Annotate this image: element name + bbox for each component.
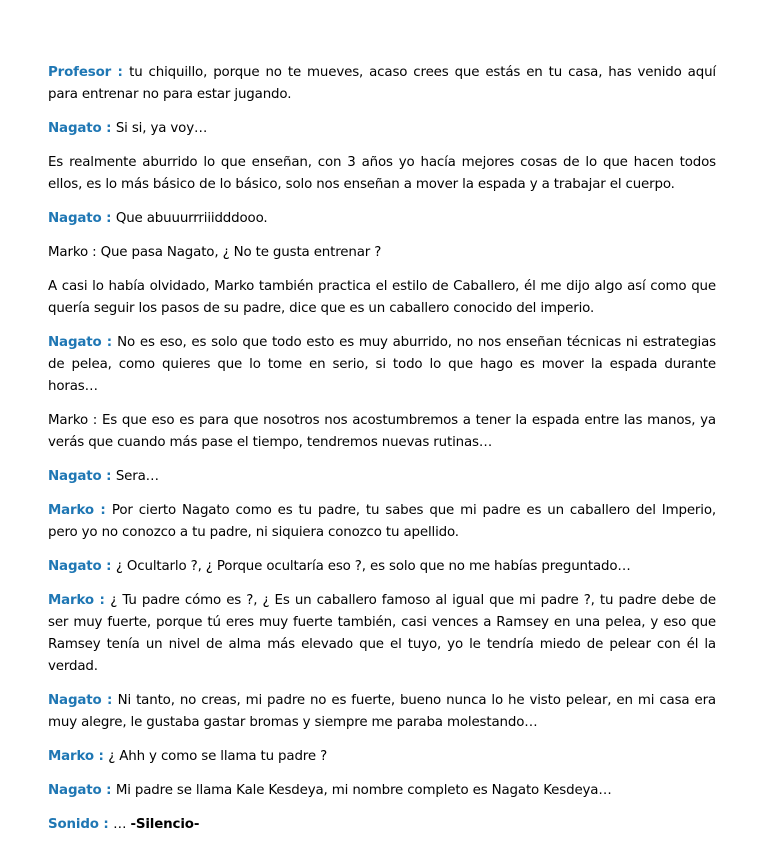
speaker-name: Marko: [48, 593, 94, 608]
speaker-separator: :: [93, 593, 111, 608]
dialogue-paragraph: [48, 410, 716, 454]
dialogue-text: Si si, ya voy…: [115, 121, 208, 136]
dialogue-paragraph: [48, 276, 716, 320]
speaker-name: Nagato: [48, 335, 102, 350]
dialogue-text: Mi padre se llama Kale Kesdeya, mi nombre completo es Nagato Kesdeya…: [115, 783, 612, 798]
speaker-separator: :: [93, 749, 109, 764]
dialogue-text: Por cierto Nagato como es tu padre, tu sabes que mi padre es un caballero del Imperio, pero yo no conozco a tu padre, ni siquiera conozco tu apellido.: [48, 503, 717, 540]
speaker-separator: :: [101, 693, 118, 708]
dialogue-paragraph: [48, 814, 716, 836]
speaker-separator: :: [111, 65, 130, 80]
dialogue-paragraph: [48, 780, 716, 802]
speaker-separator: :: [87, 245, 101, 260]
speaker-separator: :: [101, 783, 116, 798]
dialogue-text: Ni tanto, no creas, mi padre no es fuerte, bueno nunca lo he visto pelear, en mi casa era muy alegre, le gustaba gastar bromas y siempre me paraba molestando…: [48, 693, 716, 730]
dialogue-text: …: [113, 817, 131, 832]
speaker-separator: :: [87, 413, 102, 428]
speaker-separator: :: [101, 211, 116, 226]
speaker-name: Nagato: [48, 783, 102, 798]
speaker-separator: :: [101, 559, 116, 574]
dialogue-paragraph: [48, 466, 716, 488]
dialogue-text: ¿ Ocultarlo ?, ¿ Porque ocultaría eso ?, es solo que no me habías preguntado…: [115, 559, 631, 574]
dialogue-paragraph: [48, 62, 716, 106]
dialogue-paragraph: [48, 208, 716, 230]
dialogue-paragraph: [48, 500, 716, 544]
dialogue-text: Que pasa Nagato, ¿ No te gusta entrenar ?: [100, 245, 382, 260]
speaker-separator: :: [101, 121, 116, 136]
speaker-separator: :: [101, 335, 118, 350]
speaker-name: Marko: [48, 749, 94, 764]
document-page: [48, 62, 716, 848]
dialogue-text: ¿ Tu padre cómo es ?, ¿ Es un caballero famoso al igual que mi padre ?, tu padre debe de ser muy fuerte, porque tú eres muy fuerte también, casi vences a Ramsey en una pelea, y eso que Ramsey tenía un nivel de alma más elevado que el tuyo, yo le tendría miedo de pelear con él la verdad.: [48, 593, 716, 674]
speaker-name: Marko: [48, 413, 88, 428]
speaker-separator: :: [93, 503, 112, 518]
dialogue-paragraph: [48, 556, 716, 578]
speaker-name: Sonido: [48, 817, 99, 832]
speaker-name: Marko: [48, 503, 94, 518]
dialogue-text: No es eso, es solo que todo esto es muy aburrido, no nos enseñan técnicas ni estrategias de pelea, como quieres que lo tome en serio, si todo lo que hago es mover la espada durante horas…: [48, 335, 716, 394]
dialogue-text: tu chiquillo, porque no te mueves, acaso crees que estás en tu casa, has venido aquí para entrenar no para estar jugando.: [48, 65, 716, 102]
dialogue-text: ¿ Ahh y como se llama tu padre ?: [108, 749, 328, 764]
speaker-name: Nagato: [48, 211, 102, 226]
speaker-separator: :: [98, 817, 114, 832]
dialogue-paragraph: [48, 332, 716, 398]
dialogue-paragraph: [48, 242, 716, 264]
speaker-name: Nagato: [48, 469, 102, 484]
dialogue-paragraph: [48, 590, 716, 678]
sound-effect-text: -Silencio-: [130, 817, 200, 832]
speaker-name: Profesor: [48, 65, 112, 80]
dialogue-text: A casi lo había olvidado, Marko también practica el estilo de Caballero, él me dijo algo así como que quería seguir los pasos de su padre, dice que es un caballero conocido del imperio.: [48, 279, 716, 316]
dialogue-paragraph: [48, 690, 716, 734]
dialogue-text: Sera…: [115, 469, 159, 484]
speaker-name: Nagato: [48, 559, 102, 574]
speaker-name: Nagato: [48, 121, 102, 136]
dialogue-paragraph: [48, 746, 716, 768]
dialogue-paragraph: [48, 152, 716, 196]
dialogue-text: Es realmente aburrido lo que enseñan, con 3 años yo hacía mejores cosas de lo que hacen todos ellos, es lo más básico de lo básico, solo nos enseñan a mover la espada y a trabajar el cuerpo.: [48, 155, 716, 192]
dialogue-paragraph: [48, 118, 716, 140]
speaker-separator: :: [101, 469, 116, 484]
dialogue-text: Que abuuurrriiidddooo.: [115, 211, 268, 226]
speaker-name: Marko: [48, 245, 88, 260]
dialogue-text: Es que eso es para que nosotros nos acostumbremos a tener la espada entre las manos, ya verás que cuando más pase el tiempo, tendremos nuevas rutinas…: [48, 413, 716, 450]
speaker-name: Nagato: [48, 693, 102, 708]
